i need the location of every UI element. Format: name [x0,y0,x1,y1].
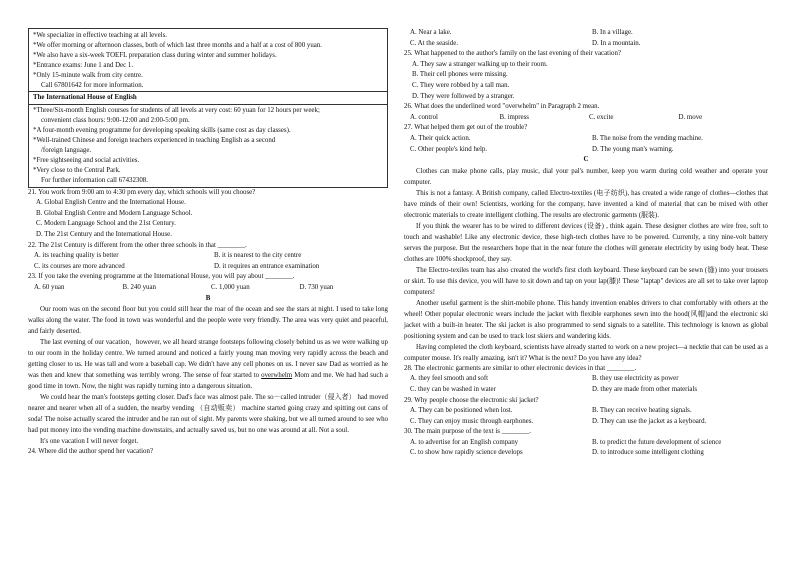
option: B. They can receive heating signals. [592,407,692,415]
section-b-title: B [205,294,211,302]
box-divider [29,91,387,92]
question-stem: 27. What helped them get out of the trouble? [404,124,528,132]
option: C. they can be washed in water [410,385,496,393]
option: A. 60 yuan [34,283,65,291]
option: A. Their quick action. [410,134,471,142]
school2-line: convenient class hours: 9:00-12:00 and 2:00-5:00 pm. [41,117,190,125]
option: B. In a village. [592,29,633,36]
passage-c-paragraph: Having completed the cloth keyboard, scientists have already started to work on a new project—a necktie that can be used as a computer mouse. It's really amazing, isn't it? What is the next? Do you have any idea? [404,343,768,362]
school1-line: Call 67801642 for more information. [41,81,144,89]
school2-title: The International House of English [33,94,137,102]
passage-b-paragraph: It's one vacation I will never forget. [40,438,139,446]
passage-b-paragraph: Our room was on the second floor but you could still hear the roar of the ocean and see the stars at night. I used to take long walks along the water. The food in town was wonderful and the people were very friendly. The area was very quiet and peaceful, and fairly deserted. [28,306,388,336]
question-29 [404,396,768,428]
school1-line: *We offer morning or afternoon classes, both of which last three months and a half at a cost of 800 yuan. [33,41,323,49]
option: D. they are made from other materials [592,385,698,393]
option: C. excite [589,113,614,121]
question-23 [28,272,388,293]
option: A. its teaching quality is better [34,252,119,260]
option: B. Global English Centre and Modern Language School. [36,209,193,217]
option: B. The noise from the vending machine. [592,134,703,142]
option: C. They can enjoy music through earphones. [410,417,534,425]
question-21 [28,188,388,241]
option: D. 730 yuan [299,283,334,291]
question-stem: 24. Where did the author spend her vacation? [28,448,154,456]
option: B. Their cell phones were missing. [412,71,508,79]
passage-c-paragraph: Another useful garment is the shirt-mobile phone. This handy invention enables drivers to chat comfortably with others at the wheel! Other popular electronic wears include the jacket with flexible earphones sewn into the hood(风帽)and the electronic ski jacket with a built-in heater. The ski jacket is also programmed to send signals to a satellite. This technology is known as global positioning system and can be used to track lost skiers and wandering kids. [404,299,768,340]
left-column [28,0,388,458]
option: B. 240 yuan [122,283,156,291]
passage-b-paragraph: We could hear the man's footsteps getting closer. Dad's face was almost pale. The so－called intruder（侵入者） had moved nearer and nearer when all of a sudden, the nearby vending （自动贩卖） machine started going crazy and spitting out cans of soda! The noise actually scared the intruder and he ran out of sight. My parents were shaking, but we all turned around to see who had put money into the vending machine downstairs, and actually saved us, but no one was around at all. Not a soul. [28,394,388,435]
option: D. to introduce some intelligent clothing [592,449,704,457]
option: C. 1,000 yuan [211,283,250,291]
school1-line: *We specialize in effective teaching at all levels. [33,32,168,39]
option: A. They can be positioned when lost. [410,407,513,415]
option: B. it is nearest to the city centre [214,252,302,260]
option: B. to predict the future development of science [592,438,722,446]
right-column [404,28,768,459]
option: D. They were followed by a stranger. [412,92,515,100]
option: A. they feel smooth and soft [410,375,489,383]
passage-c-paragraph: The Electro-texiles team has also created the world's first cloth keyboard. These keyboard can be sewn (缝) into your trousers or skirt. To use this device, you will have to sit down and tap on your lap(膝)! These "laptap" devices are all set to take over laptop computers! [404,266,768,296]
option: A. Global English Centre and the International House. [36,199,186,207]
option: D. They can use the jacket as a keyboard. [592,417,707,425]
section-c-title: C [583,156,589,164]
option: B. they use electricity as power [592,375,679,383]
option: D. it requires an entrance examination [214,262,320,270]
underlined-word: overwhelm [261,372,293,380]
option: D. The young man's warning. [592,145,674,153]
question-stem: 26. What does the underlined word "overwhelm" in Paragraph 2 mean. [404,103,600,111]
passage-c-paragraph: Clothes can make phone calls, play music, dial your pal's number, keep you warm during cold weather and operate your computer. [404,167,768,186]
school2-line: *Well-trained Chinese and foreign teachers experienced in teaching English as a second [33,137,276,145]
option: A. to advertise for an English company [410,438,519,446]
question-stem: 29. Why people choose the electronic ski jacket? [404,396,539,404]
school2-line: *Free sightseeing and social activities. [33,156,140,164]
question-stem: 22. The 21st Century is different from the other three schools in that ________. [28,241,247,249]
option: C. At the seaside. [410,39,459,47]
question-27 [404,123,768,155]
option: D. move [678,113,703,121]
school2-line: For further information call 67432308. [41,176,148,184]
school2-line: *A four-month evening programme for developing speaking skills (same cost as day classes). [33,127,291,135]
option: A. They saw a stranger walking up to their room. [412,60,548,68]
box-divider [29,104,387,105]
paragraph-text: Mom and me. We had had such a good time in town. Now, the night was rapidly turning into a dangerous situation. [28,372,388,391]
option: C. Modern Language School and the 21st Century. [36,220,176,228]
question-stem: 28. The electronic garments are similar to other electronic devices in that ________. [404,364,637,372]
option: D. The 21st Century and the International House. [36,230,172,238]
option: C. its courses are more advanced [34,262,125,270]
question-26 [404,102,768,123]
question-stem: 25. What happened to the author's family on the last evening of their vacation? [404,50,621,58]
school2-line: *Three/Six-month English courses for students of all levels at very cost: 60 yuan for 12 hours per week; [33,107,320,115]
school2-line: *Very close to the Central Park. [33,166,121,174]
option: A. control [410,113,438,121]
option: A. Near a lake. [410,29,452,36]
option: C. They were robbed by a tall man. [412,81,510,89]
question-28 [404,364,768,396]
school2-line: /foreign language. [41,146,92,154]
school1-line: *Entrance exams: June 1 and Dec 1. [33,61,134,69]
question-stem: 30. The main purpose of the text is ________. [404,428,531,436]
option: D. In a mountain. [592,39,641,47]
school1-line: *We also have a six-week TOEFL preparation class during winter and summer holidays. [33,51,277,59]
option: B. impress [499,113,529,121]
passage-c-paragraph: If you think the wearer has to be wired to different devices (设备) , think again. These designer clothes are wire free, soft to touch and washable! Like any electronic device, these high-tech clothes have to be powered. Currently, a tiny nine-volt battery serves the purpose. But the researchers hope that in the near future the clothes will generate electricity by using body heat. These clothes are 100% shockproof, they say. [404,222,768,263]
question-30 [404,427,768,459]
school-ads-box [28,28,388,188]
question-stem: 21. You work from 9:00 am to 4:30 pm every day, which schools will you choose? [28,188,256,196]
question-stem: 23. If you take the evening programme at the International House, you will pay about ________. [28,273,295,281]
question-25 [404,49,768,102]
school1-line: *Only 15-minute walk from city centre. [33,71,143,79]
passage-c-paragraph: This is not a fantasy. A British company, called Electro-textiles (电子纺织), has created a wide range of clothes—clothes that have minds of their own! Scientists, working for the company, have invented a kind of material that can be mixed with other electronic materials to create intelligent clothing. The results are electronic garments (服装). [404,189,768,219]
question-22 [28,241,388,273]
paragraph-text: The last evening of our vacation，however, we all heard strange footsteps following closely behind us as we were walking up to our room in the holiday centre. We turned around and noticed a fairly young man moving very rapidly across the beach and getting closer to us. He was tall and wore a baseball cap. We didn't have any cell phones on us. I never saw Dad as worried as he was then and knew that something was terribly wrong. The sense of fear started to [28,339,388,380]
option: C. to show how rapidly science develops [410,449,523,457]
option: C. Other people's kind help. [410,145,488,153]
passage-b-paragraph [28,337,388,392]
